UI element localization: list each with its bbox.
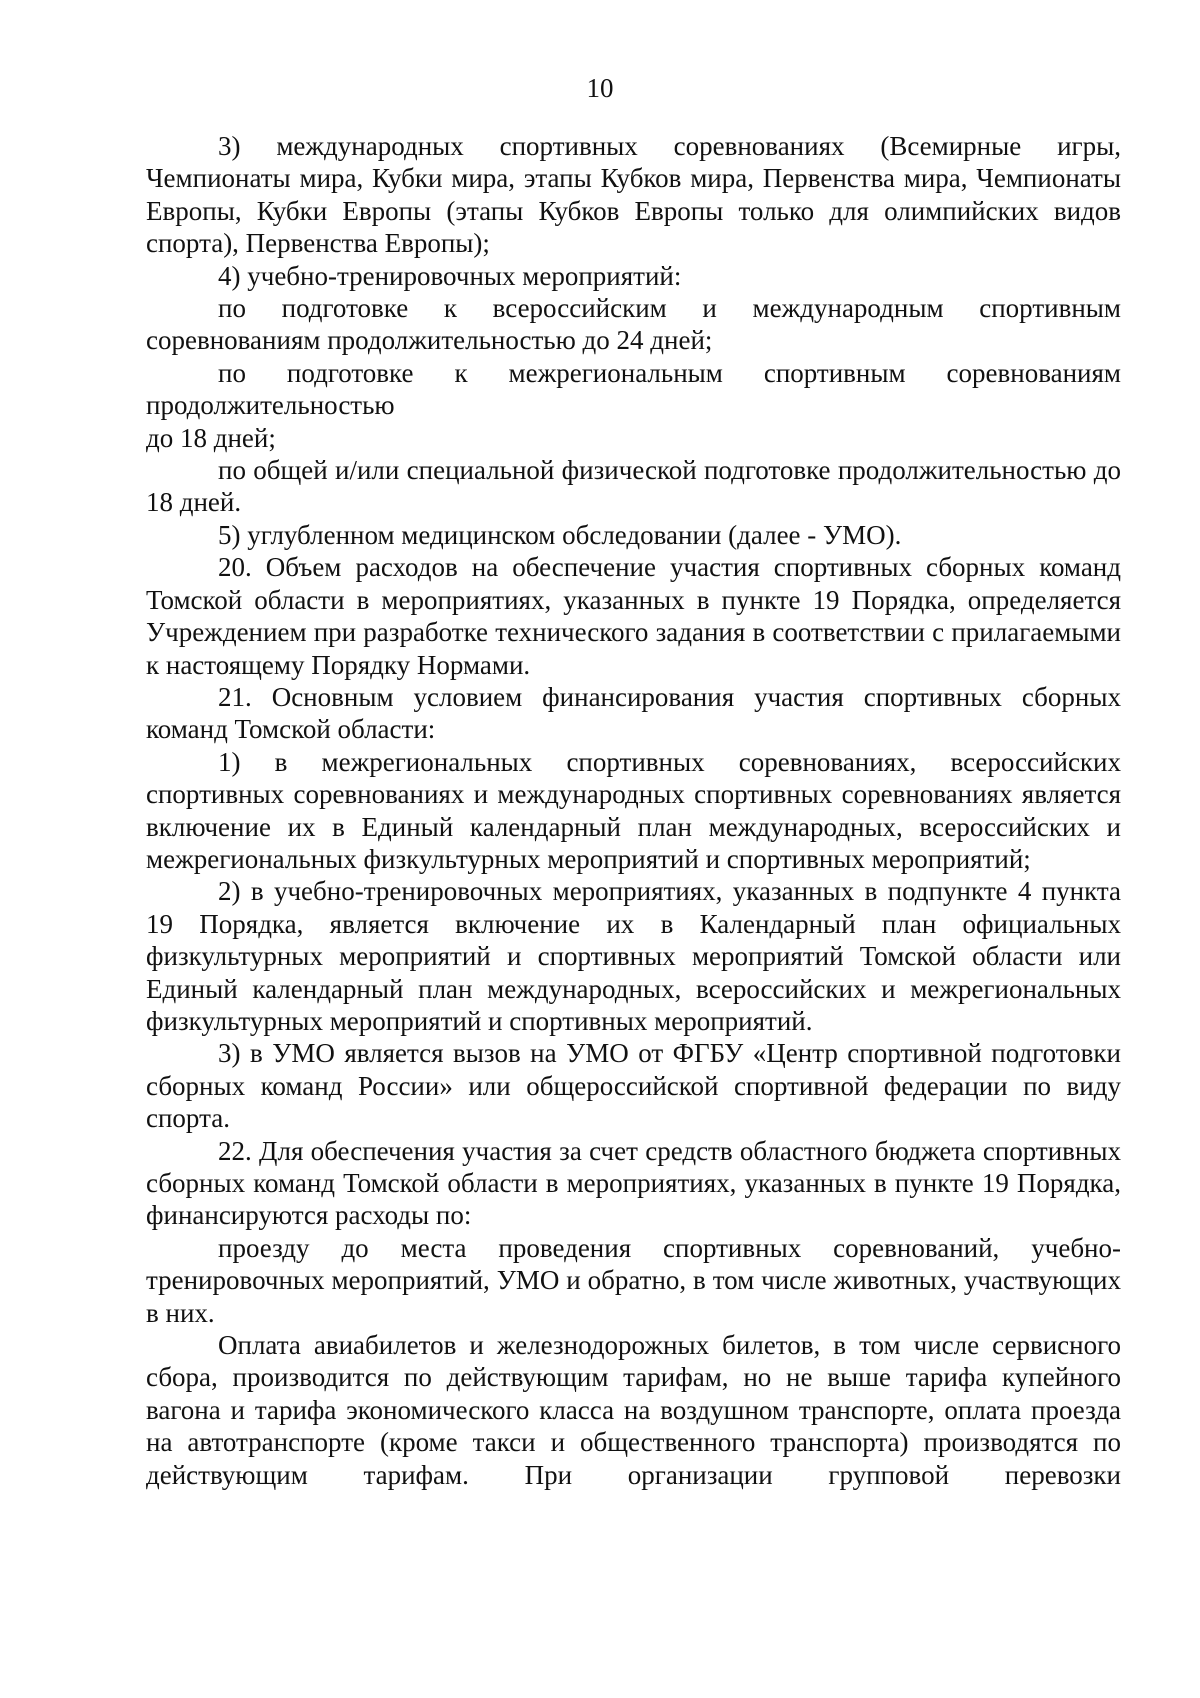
paragraph-training-interregional: по подготовке к межрегиональным спортивным соревнованиям продолжительностью <box>146 357 1121 421</box>
paragraph-section-21-item-1: 1) в межрегиональных спортивных соревнованиях, всероссийских спортивных соревнованиях и международных спортивных соревнованиях является включение их в Единый календарный план международных, всероссийских и межрегиональных физкультурных мероприятий и спортивных мероприятий; <box>146 746 1121 874</box>
paragraph-section-20: 20. Объем расходов на обеспечение участия спортивных сборных команд Томской области в мероприятиях, указанных в пункте 19 Порядка, определяется Учреждением при разработке технического задания в соответствии с прилагаемыми к настоящему Порядку Нормами. <box>146 552 1121 680</box>
page-number: 10 <box>586 73 614 103</box>
paragraph-item-5-medical-examination: 5) углубленном медицинском обследовании (далее - УМО). <box>218 519 902 550</box>
paragraph-section-21-item-2: 2) в учебно-тренировочных мероприятиях, указанных в подпункте 4 пункта 19 Порядка, является включение их в Календарный план официальных физкультурных мероприятий и спортивных мероприятий Томской области или Единый календарный план международных, всероссийских и межрегиональных физкультурных мероприятий и спортивных мероприятий. <box>146 876 1121 1036</box>
paragraph-ticket-payment: Оплата авиабилетов и железнодорожных билетов, в том числе сервисного сбора, производится по действующим тарифам, но не выше тарифа купейного вагона и тарифа экономического класса на воздушном транспорте, оплата проезда на автотранспорте (кроме такси и общественного транспорта) производятся по действующим тарифам. При организации групповой перевозки <box>146 1330 1121 1490</box>
paragraph-training-national-international: по подготовке к всероссийским и международным спортивным соревнованиям продолжительностью до 24 дней; <box>146 293 1121 356</box>
paragraph-section-21-item-3: 3) в УМО является вызов на УМО от ФГБУ «Центр спортивной подготовки сборных команд России» или общероссийской спортивной федерации по виду спорта. <box>146 1038 1121 1134</box>
paragraph-item-4-training-events: 4) учебно-тренировочных мероприятий: <box>218 260 682 291</box>
paragraph-section-22: 22. Для обеспечения участия за счет средств областного бюджета спортивных сборных команд Томской области в мероприятиях, указанных в пункте 19 Порядка, финансируются расходы по: <box>146 1135 1121 1231</box>
document-body <box>146 130 1121 1491</box>
paragraph-training-interregional-duration: до 18 дней; <box>146 422 276 453</box>
paragraph-training-physical-preparation: по общей и/или специальной физической подготовке продолжительностью до 18 дней. <box>146 455 1121 518</box>
paragraph-section-22-travel: проезду до места проведения спортивных соревнований, учебно-тренировочных мероприятий, УМО и обратно, в том числе животных, участвующих в них. <box>146 1232 1121 1328</box>
paragraph-section-21: 21. Основным условием финансирования участия спортивных сборных команд Томской области: <box>146 681 1121 745</box>
paragraph-item-3-international-competitions: 3) международных спортивных соревнованиях (Всемирные игры, Чемпионаты мира, Кубки мира, этапы Кубков мира, Первенства мира, Чемпионаты Европы, Кубки Европы (этапы Кубков Европы только для олимпийских видов спорта), Первенства Европы); <box>146 131 1121 259</box>
